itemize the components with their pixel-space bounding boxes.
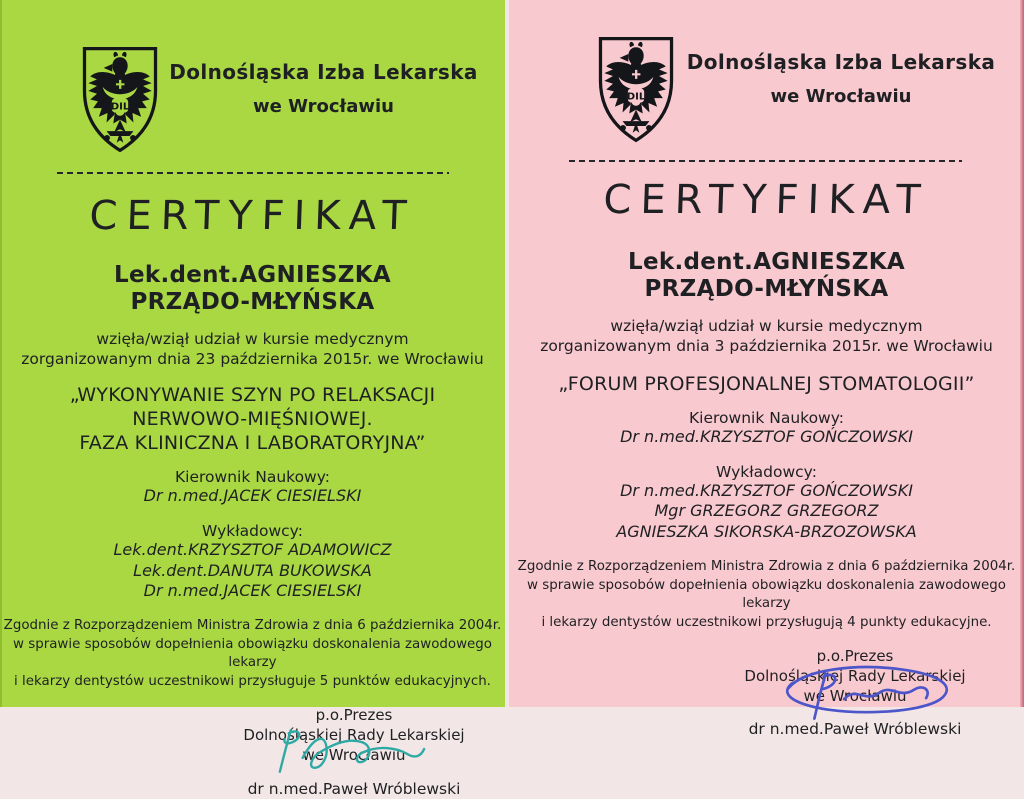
organization-city: we Wrocławiu (770, 86, 912, 107)
lecturer-name: Dr n.med.JACEK CIESIELSKI (143, 581, 362, 601)
legal-line1: Zgodnie z Rozporządzeniem Ministra Zdrowia z dnia 6 października 2004r. (517, 559, 1016, 575)
dashed-divider (57, 172, 449, 174)
recipient-name-line2: PRZĄDO-MŁYŃSKA (644, 275, 889, 302)
participation-line1: wzięła/wziął udział w kursie medycznym (96, 329, 409, 348)
dil-coat-of-arms-icon (588, 32, 684, 147)
supervisor-label: Kierownik Naukowy: (175, 468, 330, 487)
recipient-name-line2: PRZĄDO-MŁYŃSKA (130, 288, 375, 315)
dashed-divider (569, 160, 962, 162)
participation-statement (509, 316, 1024, 357)
certificate-header (588, 32, 998, 147)
organization-name: Dolnośląska Izba Lekarska (686, 50, 996, 74)
signer-role-line2: Dolnośląskiej Rady Lekarskiej (243, 726, 465, 745)
recipient-name-line1: Lek.dent.AGNIESZKA (628, 249, 905, 275)
organization-block (168, 42, 479, 117)
signer-role-line3: we Wrocławiu (302, 745, 406, 764)
participation-line2: zorganizowanym dnia 3 października 2015r. we Wrocławiu (540, 337, 993, 356)
recipient-name (0, 262, 505, 316)
recipient-name-line1: Lek.dent.AGNIESZKA (114, 262, 391, 288)
signer-name: dr n.med.Paweł Wróblewski (748, 720, 962, 739)
lecturers-label: Wykładowcy: (202, 521, 303, 540)
signer-role-line3: we Wrocławiu (803, 686, 907, 705)
certificate-green (0, 0, 505, 798)
lecturers-label: Wykładowcy: (716, 462, 817, 481)
signature-block (229, 706, 479, 799)
course-title-line1: „WYKONYWANIE SZYN PO RELAKSACJI (69, 383, 436, 406)
certificate-pink (509, 0, 1024, 739)
course-title-line1: „FORUM PROFESJONALNEJ STOMATOLOGII” (558, 372, 975, 395)
certificate-title: CERTYFIKAT (88, 193, 417, 239)
organization-block (684, 32, 998, 107)
lecturer-name: Lek.dent.DANUTA BUKOWSKA (133, 560, 372, 580)
legal-line2: w sprawie sposobów dopełnienia obowiązku doskonalenia zawodowego lekarzy (13, 636, 492, 671)
legal-line1: Zgodnie z Rozporządzeniem Ministra Zdrowia z dnia 6 października 2004r. (3, 618, 502, 634)
supervisor-name: Dr n.med.JACEK CIESIELSKI (143, 486, 362, 506)
lecturer-name: AGNIESZKA SIKORSKA-BRZOZOWSKA (616, 522, 917, 542)
lecturer-name: Lek.dent.KRZYSZTOF ADAMOWICZ (113, 539, 392, 559)
supervisor-name: Dr n.med.KRZYSZTOF GOŃCZOWSKI (620, 426, 913, 446)
supervisor-label: Kierownik Naukowy: (689, 408, 844, 427)
legal-statement (0, 617, 505, 691)
lecturer-name: Mgr GRZEGORZ GRZEGORZ (654, 501, 879, 521)
participation-line1: wzięła/wziął udział w kursie medycznym (610, 316, 923, 335)
certificate-header (72, 42, 479, 157)
certificate-title: CERTYFIKAT (602, 177, 931, 223)
course-title-line3: FAZA KLINICZNA I LABORATORYJNA” (79, 431, 426, 454)
lecturer-name: Dr n.med.KRZYSZTOF GOŃCZOWSKI (620, 480, 913, 500)
organization-city: we Wrocławiu (253, 96, 394, 117)
recipient-name (509, 249, 1024, 303)
signer-role-line1: p.o.Prezes (315, 706, 393, 725)
legal-line3: i lekarzy dentystów uczestnikowi przysługuje 5 punktów edukacyjnych. (14, 673, 491, 689)
signature-block (730, 647, 980, 740)
legal-statement (509, 558, 1024, 632)
participation-statement (0, 329, 505, 370)
signer-role-line1: p.o.Prezes (816, 647, 894, 666)
participation-line2: zorganizowanym dnia 23 października 2015r. we Wrocławiu (21, 350, 484, 369)
course-title-line2: NERWOWO-MIĘŚNIOWEJ. (132, 407, 373, 430)
organization-name: Dolnośląska Izba Lekarska (169, 60, 478, 84)
dil-coat-of-arms-icon (72, 42, 168, 157)
signer-role-line2: Dolnośląskiej Rady Lekarskiej (744, 666, 966, 685)
course-title (0, 383, 505, 455)
signer-name: dr n.med.Paweł Wróblewski (247, 779, 461, 798)
course-title (509, 372, 1024, 396)
legal-line2: w sprawie sposobów dopełnienia obowiązku doskonalenia zawodowego lekarzy (527, 577, 1006, 612)
legal-line3: i lekarzy dentystów uczestnikowi przysługują 4 punkty edukacyjne. (541, 614, 992, 630)
